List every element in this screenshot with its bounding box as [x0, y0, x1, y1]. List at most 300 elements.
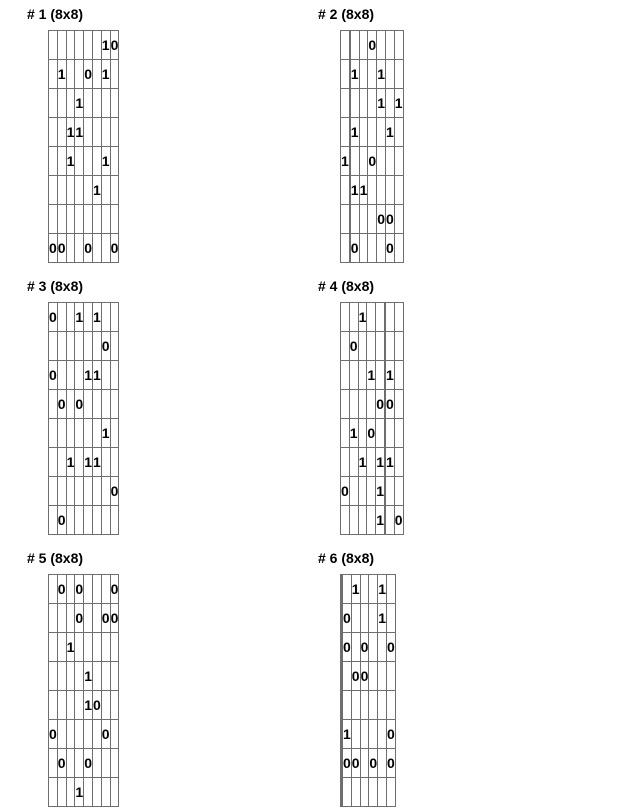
grid-cell[interactable] — [57, 303, 66, 332]
grid-cell[interactable]: 0 — [350, 234, 359, 263]
grid-cell[interactable]: 0 — [343, 633, 352, 662]
grid-cell[interactable] — [49, 633, 58, 662]
grid-cell[interactable] — [66, 205, 75, 234]
grid-cell[interactable] — [84, 89, 93, 118]
grid-cell[interactable] — [349, 506, 358, 535]
grid-cell[interactable] — [368, 60, 377, 89]
grid-cell[interactable] — [75, 691, 84, 720]
grid-cell[interactable] — [84, 176, 93, 205]
grid-cell[interactable] — [101, 778, 110, 807]
grid-cell[interactable] — [341, 448, 350, 477]
grid-cell[interactable] — [101, 390, 110, 419]
grid-cell[interactable] — [49, 575, 58, 604]
grid-cell[interactable]: 0 — [57, 506, 66, 535]
grid-cell[interactable] — [92, 506, 101, 535]
grid-cell[interactable]: 1 — [84, 662, 93, 691]
grid-cell[interactable] — [367, 303, 376, 332]
grid-cell[interactable] — [351, 720, 360, 749]
grid-cell[interactable] — [57, 691, 66, 720]
grid-cell[interactable] — [341, 118, 350, 147]
grid-cell[interactable] — [66, 234, 75, 263]
grid-cell[interactable] — [367, 477, 376, 506]
grid-cell[interactable] — [369, 662, 378, 691]
grid-cell[interactable]: 0 — [394, 506, 403, 535]
grid-cell[interactable]: 0 — [386, 720, 395, 749]
grid-cell[interactable] — [369, 604, 378, 633]
grid-cell[interactable] — [394, 147, 403, 176]
grid-cell[interactable] — [386, 604, 395, 633]
grid-cell[interactable] — [359, 89, 368, 118]
grid-cell[interactable] — [66, 662, 75, 691]
grid-cell[interactable] — [341, 205, 350, 234]
grid-cell[interactable] — [378, 662, 387, 691]
grid-cell[interactable] — [341, 506, 350, 535]
grid-cell[interactable]: 1 — [385, 118, 394, 147]
grid-cell[interactable]: 0 — [341, 477, 350, 506]
grid-cell[interactable] — [84, 31, 93, 60]
grid-cell[interactable] — [368, 89, 377, 118]
grid-cell[interactable] — [110, 633, 119, 662]
grid-cell[interactable] — [377, 147, 386, 176]
grid-cell[interactable] — [359, 147, 368, 176]
grid-cell[interactable] — [92, 778, 101, 807]
grid-cell[interactable] — [49, 749, 58, 778]
grid-cell[interactable] — [75, 477, 84, 506]
grid-cell[interactable] — [57, 147, 66, 176]
grid-cell[interactable]: 1 — [75, 118, 84, 147]
grid-cell[interactable] — [110, 390, 119, 419]
grid-cell[interactable]: 1 — [84, 448, 93, 477]
grid-cell[interactable] — [57, 633, 66, 662]
grid-cell[interactable]: 1 — [378, 604, 387, 633]
grid-cell[interactable] — [57, 176, 66, 205]
grid-cell[interactable] — [57, 332, 66, 361]
grid-cell[interactable] — [369, 720, 378, 749]
grid-cell[interactable] — [84, 575, 93, 604]
grid-cell[interactable]: 0 — [49, 720, 58, 749]
grid-cell[interactable]: 0 — [49, 361, 58, 390]
grid-cell[interactable] — [66, 303, 75, 332]
grid-cell[interactable]: 1 — [378, 575, 387, 604]
grid-cell[interactable] — [75, 332, 84, 361]
grid-cell[interactable] — [110, 506, 119, 535]
grid-cell[interactable] — [110, 448, 119, 477]
grid-cell[interactable] — [368, 118, 377, 147]
grid-cell[interactable] — [101, 633, 110, 662]
grid-cell[interactable] — [360, 720, 369, 749]
grid-cell[interactable] — [394, 332, 403, 361]
grid-cell[interactable] — [385, 60, 394, 89]
grid-cell[interactable] — [75, 60, 84, 89]
grid-cell[interactable] — [75, 506, 84, 535]
grid-cell[interactable]: 0 — [351, 662, 360, 691]
grid-cell[interactable]: 1 — [92, 303, 101, 332]
grid-cell[interactable]: 0 — [385, 234, 394, 263]
grid-cell[interactable] — [57, 118, 66, 147]
grid-cell[interactable] — [360, 778, 369, 807]
grid-cell[interactable]: 0 — [75, 604, 84, 633]
grid-cell[interactable] — [66, 332, 75, 361]
grid-cell[interactable] — [351, 778, 360, 807]
grid-cell[interactable] — [84, 604, 93, 633]
grid-cell[interactable] — [359, 60, 368, 89]
grid-cell[interactable] — [377, 118, 386, 147]
grid-cell[interactable] — [386, 778, 395, 807]
grid-cell[interactable] — [101, 662, 110, 691]
grid-cell[interactable] — [66, 31, 75, 60]
grid-cell[interactable] — [110, 720, 119, 749]
grid-cell[interactable] — [75, 720, 84, 749]
grid-cell[interactable]: 1 — [385, 448, 394, 477]
grid-cell[interactable] — [110, 361, 119, 390]
grid-cell[interactable] — [341, 419, 350, 448]
grid-cell[interactable]: 0 — [377, 205, 386, 234]
grid-cell[interactable]: 0 — [343, 604, 352, 633]
grid-cell[interactable] — [343, 691, 352, 720]
grid-cell[interactable] — [358, 506, 367, 535]
grid-cell[interactable] — [110, 419, 119, 448]
grid-cell[interactable] — [349, 477, 358, 506]
grid-cell[interactable] — [49, 60, 58, 89]
grid-cell[interactable]: 1 — [358, 303, 367, 332]
grid-cell[interactable] — [360, 604, 369, 633]
grid-cell[interactable] — [57, 419, 66, 448]
grid-cell[interactable] — [110, 749, 119, 778]
grid-cell[interactable] — [358, 390, 367, 419]
grid-cell[interactable] — [57, 720, 66, 749]
grid-cell[interactable] — [386, 691, 395, 720]
grid-cell[interactable] — [349, 448, 358, 477]
grid-cell[interactable] — [394, 477, 403, 506]
grid-cell[interactable]: 1 — [350, 118, 359, 147]
grid-cell[interactable]: 1 — [359, 176, 368, 205]
grid-cell[interactable] — [367, 448, 376, 477]
grid-cell[interactable] — [359, 31, 368, 60]
grid-cell[interactable]: 1 — [350, 60, 359, 89]
grid-cell[interactable] — [101, 506, 110, 535]
grid-cell[interactable]: 0 — [343, 749, 352, 778]
grid-cell[interactable] — [343, 778, 352, 807]
grid-cell[interactable] — [75, 662, 84, 691]
grid-cell[interactable] — [376, 303, 385, 332]
grid-cell[interactable] — [49, 419, 58, 448]
grid-cell[interactable] — [341, 176, 350, 205]
grid-cell[interactable] — [377, 176, 386, 205]
grid-cell[interactable] — [394, 31, 403, 60]
grid-cell[interactable] — [101, 176, 110, 205]
grid-cell[interactable]: 1 — [351, 575, 360, 604]
grid-cell[interactable]: 1 — [385, 361, 394, 390]
grid-cell[interactable] — [66, 506, 75, 535]
grid-cell[interactable] — [385, 506, 394, 535]
grid-cell[interactable]: 0 — [360, 662, 369, 691]
grid-cell[interactable] — [358, 419, 367, 448]
grid-cell[interactable] — [101, 303, 110, 332]
grid-cell[interactable]: 1 — [92, 176, 101, 205]
grid-cell[interactable] — [75, 147, 84, 176]
grid-cell[interactable]: 0 — [110, 575, 119, 604]
grid-cell[interactable] — [110, 118, 119, 147]
grid-cell[interactable] — [377, 234, 386, 263]
grid-cell[interactable] — [101, 691, 110, 720]
grid-cell[interactable] — [92, 575, 101, 604]
grid-cell[interactable]: 1 — [358, 448, 367, 477]
grid-cell[interactable] — [341, 234, 350, 263]
grid-cell[interactable]: 1 — [376, 448, 385, 477]
grid-cell[interactable] — [49, 31, 58, 60]
grid-cell[interactable] — [110, 147, 119, 176]
grid-cell[interactable] — [57, 205, 66, 234]
grid-cell[interactable]: 1 — [350, 176, 359, 205]
grid-cell[interactable] — [394, 448, 403, 477]
grid-cell[interactable] — [101, 361, 110, 390]
grid-cell[interactable] — [341, 303, 350, 332]
grid-cell[interactable] — [351, 604, 360, 633]
grid-cell[interactable]: 0 — [57, 390, 66, 419]
grid-cell[interactable]: 0 — [57, 234, 66, 263]
grid-cell[interactable]: 1 — [84, 361, 93, 390]
grid-cell[interactable] — [369, 691, 378, 720]
grid-cell[interactable]: 1 — [377, 60, 386, 89]
grid-cell[interactable] — [57, 604, 66, 633]
grid-cell[interactable] — [351, 691, 360, 720]
grid-cell[interactable] — [57, 448, 66, 477]
grid-cell[interactable]: 0 — [84, 234, 93, 263]
grid-cell[interactable]: 0 — [368, 31, 377, 60]
grid-cell[interactable] — [75, 419, 84, 448]
grid-cell[interactable] — [385, 419, 394, 448]
grid-cell[interactable] — [84, 778, 93, 807]
grid-cell[interactable] — [349, 303, 358, 332]
grid-cell[interactable] — [101, 118, 110, 147]
grid-cell[interactable]: 1 — [101, 147, 110, 176]
grid-cell[interactable]: 1 — [349, 419, 358, 448]
grid-cell[interactable] — [358, 477, 367, 506]
grid-cell[interactable] — [92, 60, 101, 89]
grid-cell[interactable] — [66, 361, 75, 390]
grid-cell[interactable]: 0 — [385, 205, 394, 234]
grid-cell[interactable] — [378, 691, 387, 720]
grid-cell[interactable]: 1 — [394, 89, 403, 118]
grid-cell[interactable]: 0 — [386, 749, 395, 778]
grid-cell[interactable] — [101, 575, 110, 604]
grid-cell[interactable]: 1 — [84, 691, 93, 720]
grid-cell[interactable] — [385, 176, 394, 205]
grid-cell[interactable] — [341, 89, 350, 118]
grid-cell[interactable] — [84, 118, 93, 147]
grid-cell[interactable] — [378, 778, 387, 807]
grid-cell[interactable] — [359, 118, 368, 147]
grid-cell[interactable] — [75, 448, 84, 477]
grid-cell[interactable]: 0 — [75, 575, 84, 604]
grid-cell[interactable]: 1 — [75, 89, 84, 118]
grid-cell[interactable] — [49, 118, 58, 147]
grid-cell[interactable] — [92, 662, 101, 691]
grid-cell[interactable] — [49, 390, 58, 419]
grid-cell[interactable] — [92, 118, 101, 147]
grid-cell[interactable] — [66, 575, 75, 604]
grid-cell[interactable] — [75, 633, 84, 662]
grid-cell[interactable] — [92, 332, 101, 361]
grid-cell[interactable] — [49, 147, 58, 176]
grid-cell[interactable] — [360, 575, 369, 604]
grid-cell[interactable] — [341, 390, 350, 419]
grid-cell[interactable] — [66, 691, 75, 720]
grid-cell[interactable] — [385, 147, 394, 176]
grid-cell[interactable] — [49, 604, 58, 633]
grid-cell[interactable] — [49, 477, 58, 506]
grid-cell[interactable] — [349, 390, 358, 419]
grid-cell[interactable]: 0 — [360, 633, 369, 662]
grid-cell[interactable] — [360, 691, 369, 720]
grid-cell[interactable] — [75, 31, 84, 60]
grid-cell[interactable] — [385, 303, 394, 332]
grid-cell[interactable] — [84, 720, 93, 749]
grid-cell[interactable] — [110, 662, 119, 691]
grid-cell[interactable] — [75, 749, 84, 778]
grid-cell[interactable] — [385, 332, 394, 361]
grid-cell[interactable] — [84, 147, 93, 176]
grid-cell[interactable]: 1 — [367, 361, 376, 390]
grid-cell[interactable] — [66, 89, 75, 118]
grid-cell[interactable] — [75, 234, 84, 263]
grid-cell[interactable] — [49, 662, 58, 691]
grid-cell[interactable] — [92, 419, 101, 448]
grid-cell[interactable] — [101, 234, 110, 263]
grid-cell[interactable] — [92, 604, 101, 633]
grid-cell[interactable] — [394, 205, 403, 234]
grid-cell[interactable] — [369, 575, 378, 604]
grid-cell[interactable]: 0 — [368, 147, 377, 176]
grid-cell[interactable]: 1 — [57, 60, 66, 89]
grid-cell[interactable]: 1 — [376, 477, 385, 506]
grid-cell[interactable] — [101, 749, 110, 778]
grid-cell[interactable] — [92, 390, 101, 419]
grid-cell[interactable] — [110, 691, 119, 720]
grid-cell[interactable]: 1 — [377, 89, 386, 118]
grid-cell[interactable] — [376, 361, 385, 390]
grid-cell[interactable] — [110, 60, 119, 89]
grid-cell[interactable] — [343, 575, 352, 604]
grid-cell[interactable] — [385, 477, 394, 506]
grid-cell[interactable] — [92, 234, 101, 263]
grid-cell[interactable] — [358, 332, 367, 361]
grid-cell[interactable] — [378, 720, 387, 749]
grid-cell[interactable] — [359, 205, 368, 234]
grid-cell[interactable] — [84, 477, 93, 506]
grid-cell[interactable] — [110, 778, 119, 807]
grid-cell[interactable]: 1 — [341, 147, 350, 176]
grid-cell[interactable] — [101, 477, 110, 506]
grid-cell[interactable] — [385, 31, 394, 60]
grid-cell[interactable] — [101, 448, 110, 477]
grid-cell[interactable] — [57, 662, 66, 691]
grid-cell[interactable] — [66, 749, 75, 778]
grid-cell[interactable] — [49, 332, 58, 361]
grid-cell[interactable]: 0 — [369, 749, 378, 778]
grid-cell[interactable] — [369, 778, 378, 807]
grid-cell[interactable] — [350, 31, 359, 60]
grid-cell[interactable]: 0 — [101, 332, 110, 361]
grid-cell[interactable]: 0 — [351, 749, 360, 778]
grid-cell[interactable]: 1 — [66, 147, 75, 176]
grid-cell[interactable]: 0 — [386, 633, 395, 662]
grid-cell[interactable] — [92, 749, 101, 778]
grid-cell[interactable] — [358, 361, 367, 390]
grid-cell[interactable] — [66, 390, 75, 419]
grid-cell[interactable] — [84, 390, 93, 419]
grid-cell[interactable] — [110, 89, 119, 118]
grid-cell[interactable]: 0 — [385, 390, 394, 419]
grid-cell[interactable] — [367, 390, 376, 419]
grid-cell[interactable] — [378, 749, 387, 778]
grid-cell[interactable] — [101, 205, 110, 234]
grid-cell[interactable]: 1 — [66, 118, 75, 147]
grid-cell[interactable] — [386, 662, 395, 691]
grid-cell[interactable] — [84, 419, 93, 448]
grid-cell[interactable] — [84, 633, 93, 662]
grid-cell[interactable] — [367, 506, 376, 535]
grid-cell[interactable] — [394, 361, 403, 390]
grid-cell[interactable] — [394, 234, 403, 263]
grid-cell[interactable]: 0 — [84, 60, 93, 89]
grid-cell[interactable] — [341, 361, 350, 390]
grid-cell[interactable]: 1 — [101, 419, 110, 448]
grid-cell[interactable] — [49, 448, 58, 477]
grid-cell[interactable] — [84, 332, 93, 361]
grid-cell[interactable] — [394, 390, 403, 419]
grid-cell[interactable]: 0 — [57, 575, 66, 604]
grid-cell[interactable] — [57, 361, 66, 390]
grid-cell[interactable] — [92, 633, 101, 662]
grid-cell[interactable] — [378, 633, 387, 662]
grid-cell[interactable]: 0 — [101, 604, 110, 633]
grid-cell[interactable]: 1 — [92, 361, 101, 390]
grid-cell[interactable] — [386, 575, 395, 604]
grid-cell[interactable] — [341, 60, 350, 89]
grid-cell[interactable] — [350, 147, 359, 176]
grid-cell[interactable]: 0 — [49, 303, 58, 332]
grid-cell[interactable] — [110, 205, 119, 234]
grid-cell[interactable] — [57, 778, 66, 807]
grid-cell[interactable]: 0 — [92, 691, 101, 720]
grid-cell[interactable]: 0 — [84, 749, 93, 778]
grid-cell[interactable] — [66, 176, 75, 205]
grid-cell[interactable] — [66, 604, 75, 633]
grid-cell[interactable] — [367, 332, 376, 361]
grid-cell[interactable] — [394, 60, 403, 89]
grid-cell[interactable] — [368, 205, 377, 234]
grid-cell[interactable] — [75, 361, 84, 390]
grid-cell[interactable] — [75, 176, 84, 205]
grid-cell[interactable]: 0 — [49, 234, 58, 263]
grid-cell[interactable] — [385, 89, 394, 118]
grid-cell[interactable] — [394, 303, 403, 332]
grid-cell[interactable] — [350, 89, 359, 118]
grid-cell[interactable]: 1 — [376, 506, 385, 535]
grid-cell[interactable] — [341, 332, 350, 361]
grid-cell[interactable] — [75, 205, 84, 234]
grid-cell[interactable] — [84, 205, 93, 234]
grid-cell[interactable] — [350, 205, 359, 234]
grid-cell[interactable] — [349, 361, 358, 390]
grid-cell[interactable]: 1 — [75, 303, 84, 332]
grid-cell[interactable] — [92, 720, 101, 749]
grid-cell[interactable] — [377, 31, 386, 60]
grid-cell[interactable] — [57, 89, 66, 118]
grid-cell[interactable] — [66, 778, 75, 807]
grid-cell[interactable]: 1 — [101, 60, 110, 89]
